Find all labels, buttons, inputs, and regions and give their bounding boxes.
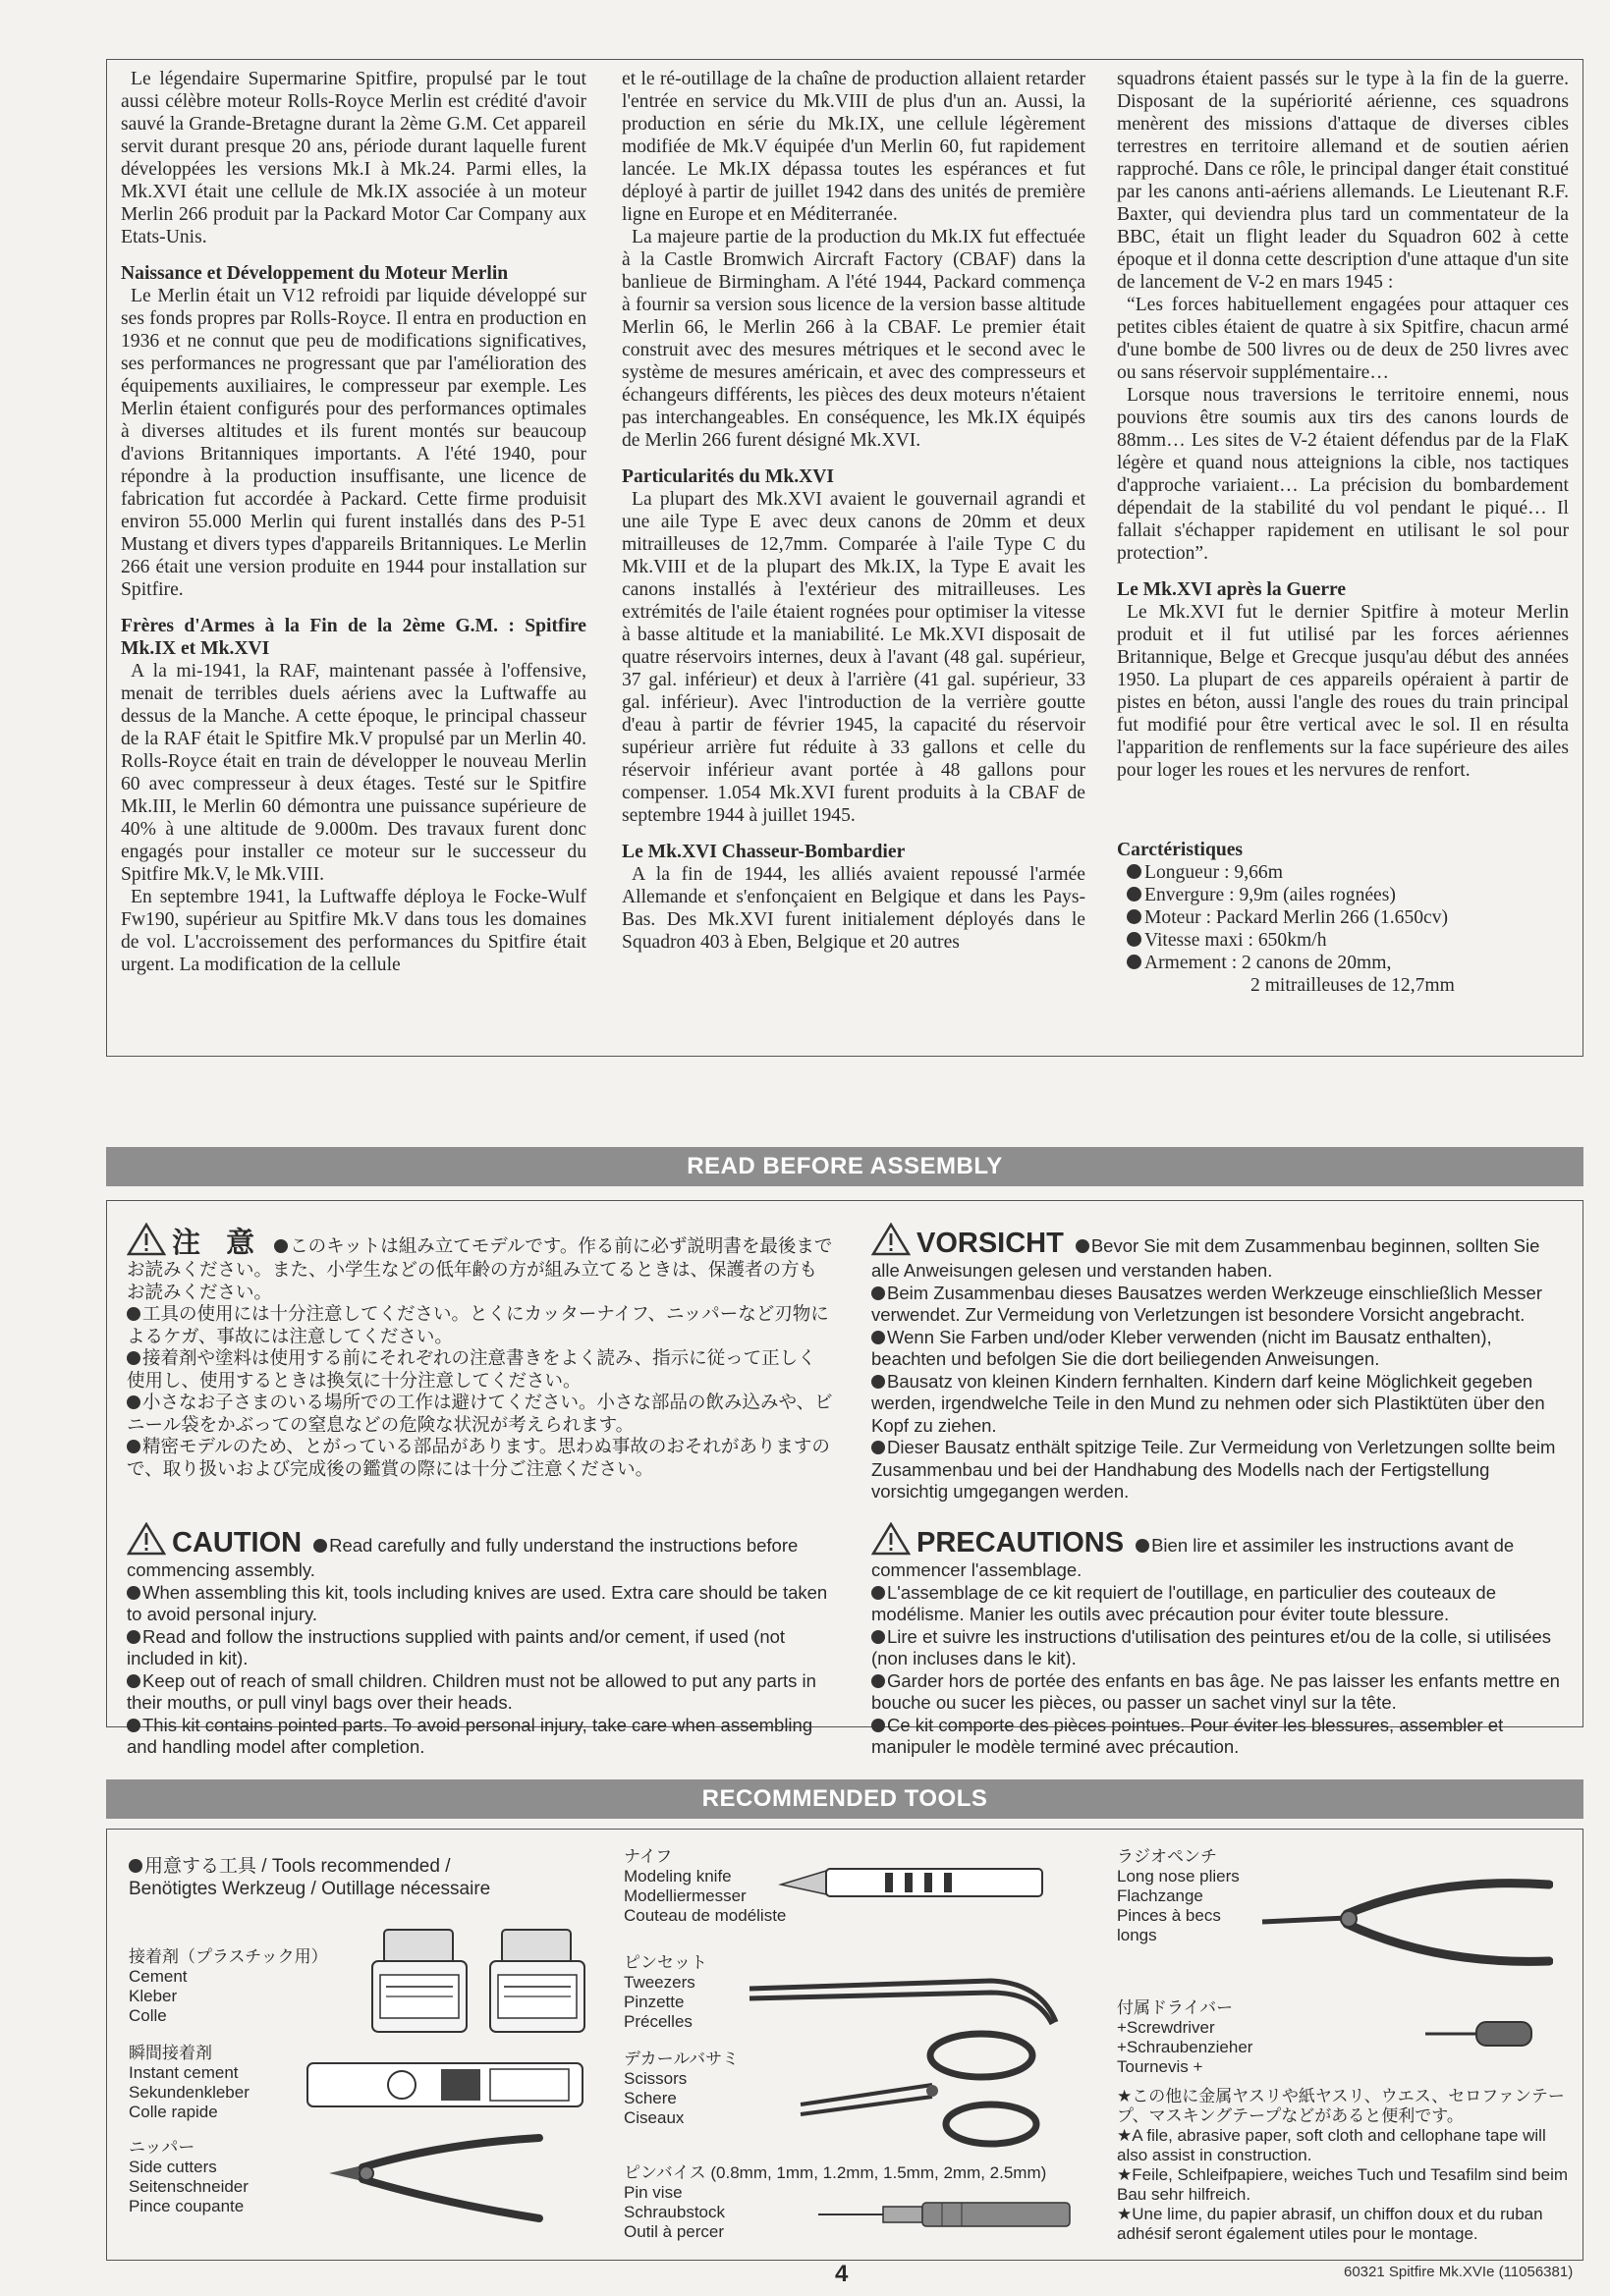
spec-item: Moteur : Packard Merlin 266 (1.650cv) [1117,906,1569,929]
modeling-knife-icon [777,1851,1062,1914]
tool-instant-cement-labels: 瞬間接着剤 Instant cement Sekundenkleber Colle rapide [129,2044,250,2121]
history-intro: Le légendaire Supermarine Spitfire, propulsé par le tout aussi célèbre moteur Rolls-Royce Merlin est crédité d'avoir sauvé la Grande-Bretagne durant la 2ème G.M. Cet appareil servit durant presque 20 ans, période durant laquelle furent développées les versions Mk.I à Mk.24. Parmi elles, la Mk.XVI était une cellule de Mk.IX associée à un moteur Merlin 266 produit par la Packard Motor Car Company aux Etats-Unis. [121,69,586,247]
warning-triangle-icon [127,1223,166,1256]
bullet-icon [1127,955,1141,969]
heading-fighter-bomber: Le Mk.XVI Chasseur-Bombardier [622,842,906,862]
bullet-icon [871,1674,885,1688]
warning-german: VORSICHT Bevor Sie mit dem Zusammenbau beginnen, sollten Sie alle Anweisungen gelesen und verstanden haben. Beim Zusammenbau dieses Bausatzes werden Werkzeuge einschließlich Messer verwendet. Zur Vermeidung von Verletzungen ist besondere Vorsicht angebracht. Wenn Sie Farben und/oder Kleber verwenden (nicht im Bausatz enthalten), beachten und befolgen Sie die dort beiliegenden Anweisungen. Bausatz von kleinen Kindern fernhalten. Kindern darf keine Möglichkeit gegeben werden, irgendwelche Teile in den Mund zu nehmen oder sich Plastiktüten über den Kopf zu ziehen. Dieser Bausatz enthält spitzige Teile. Zur Vermeidung von Verletzungen sollte beim Zusammenbau und bei der Handhabung des Modells nach der Fertigstellung vorsichtig umgegangen werden. [871,1223,1569,1503]
bullet-icon [127,1719,140,1732]
recommended-tools-bar: RECOMMENDED TOOLS [106,1779,1583,1819]
bullet-icon [127,1351,140,1365]
instant-cement-tube-icon [304,2057,588,2112]
bullet-icon [313,1539,327,1553]
warning-title-fr: PRECAUTIONS [916,1527,1125,1558]
bullet-icon [127,1586,140,1600]
history-paragraph: et le ré-outillage de la chaîne de production allaient retarder l'entrée en service du Mk.VIII de plus d'un an. Aussi, la production en série du Mk.IX, une cellule légèrement modifiée de Mk.V équipée d'un Merlin 60, fut rapidement lancée. Le Mk.IX dépassa toutes les espérances et fut déployé à partir de juillet 1942 dans des unités de première ligne en Europe et en Méditerranée. [622,69,1085,225]
bullet-icon [1127,909,1141,924]
product-code: 60321 Spitfire Mk.XVIe (11056381) [1344,2264,1574,2280]
warning-triangle-icon [871,1522,911,1556]
tool-knife-labels: ナイフ Modeling knife Modelliermesser Couteau de modéliste [624,1847,787,1925]
bullet-icon [871,1630,885,1644]
bullet-icon [1127,864,1141,879]
history-column-2 [622,68,1085,954]
warning-french: PRECAUTIONS Bien lire et assimiler les instructions avant de commencer l'assemblage. L'assemblage de ce kit requiert de l'outillage, en particulier des couteaux de modélisme. Manier les outils avec précaution pour éviter toute blessure. Lire et suivre les instructions d'utilisation des peintures et/ou de la colle, si utilisées (non incluses dans le kit). Garder hors de portée des enfants en bas âge. Ne pas laisser les enfants mettre en bouche ou sucer les pièces, ou passer un sachet vinyl sur la tête. Ce kit comporte des pièces pointues. Pour éviter les blessures, assembler et manipuler le modèle terminé avec précaution. [871,1522,1569,1759]
bullet-icon [1136,1539,1149,1553]
history-paragraph: La plupart des Mk.XVI avaient le gouvernail agrandi et une aile Type E avec deux canons de 20mm et deux mitrailleuses de 12,7mm. Comparée à l'aile Type C du Mk.VIII et de la plupart des Mk.IX, la Type E avait les canons installés à l'extérieur des mitrailleuses. Les extrémités de l'aile étaient rognées pour optimiser la vitesse à basse altitude et la maniabilité. Le Mk.XVI disposait de quatre réservoirs internes, deux à l'avant (48 gal. supérieur, 37 gal. inférieur) et deux à l'arrière (41 gal. supérieur, 33 gal. inférieur). Avec l'introduction de la verrière goutte d'eau à partir de février 1945, la capacité du réservoir supérieur arrière fut réduite à 33 gallons et celle du réservoir inférieur avant portée à 48 gallons pour compenser. 1.054 Mk.XVI furent produits à la CBAF de septembre 1944 à juillet 1945. [622,489,1085,826]
spec-item: Envergure : 9,9m (ailes rognées) [1117,884,1569,906]
history-section [106,59,1583,1057]
bullet-icon [871,1331,885,1344]
history-paragraph: squadrons étaient passés sur le type à la fin de la guerre. Disposant de la supériorité aérienne, ces squadrons menèrent des missions d'attaque de diverses cibles terrestres en territoire allemand et de soutien aérien rapproché. Dans ce rôle, le principal danger était constitué par les canons anti-aériens allemands. Le Lieutenant R.F. Baxter, qui deviendra plus tard un commentateur de la BBC, était un flight leader du Squadron 602 à cette époque et il donna cette description d'une attaque d'un site de lancement de V-2 en mars 1945 : [1117,69,1569,293]
tools-heading: 用意する工具 / Tools recommended / Benötigtes Werkzeug / Outillage nécessaire [129,1856,491,1899]
warning-japanese: 注 意 このキットは組み立てモデルです。作る前に必ず説明書を最後までお読みください。また、小学生などの低年齢の方が組み立てるときは、保護者の方もお読みください。 工具の使用には十分注意してください。とくにカッターナイフ、ニッパーなど刃物によるケガ、事故には注意してください。 接着剤や塗料は使用する前にそれぞれの注意書きをよく読み、指示に従って正しく使用し、使用するときは換気に十分注意してください。 小さなお子さまのいる場所での工作は避けてください。小さな部品の飲み込みや、ビニール袋をかぶっての窒息などの危険な状況が考えられます。 精密モデルのため、とがっている部品があります。思わぬ事故のおそれがありますので、取り扱いおよび完成後の鑑賞の際には十分ご注意ください。 [127,1223,834,1480]
spec-item: Armement : 2 canons de 20mm, [1117,952,1569,974]
scissors-icon [795,2026,1060,2154]
warnings-box [106,1200,1583,1757]
bullet-icon [871,1719,885,1732]
tool-pliers-labels: ラジオペンチ Long nose pliers Flachzange Pinces à becs longs [1117,1847,1240,1944]
warning-title-de: VORSICHT [916,1228,1064,1259]
history-paragraph: En septembre 1941, la Luftwaffe déploya le Focke-Wulf Fw190, supérieur au Spitfire Mk.V dans tous les domaines de vol. L'accroissement des performances du Spitfire était urgent. La modification de la cellule [121,887,586,975]
quote-paragraph: Lorsque nous traversions le territoire ennemi, nous pouvions être soumis aux tirs des canons lourds de 88mm… Les sites de V-2 étaient défendus par de la FlaK légère et quand nous atteignions la cible, nos tactiques d'approche variaient… La précision du bombardement dépendait de la stabilité du vol pendant le piqué… Il fallait s'échapper rapidement en utilisant le sol pour protection”. [1117,385,1569,564]
bullet-icon [127,1440,140,1453]
spec-item: Longueur : 9,66m [1117,861,1569,884]
tool-scissors-labels: デカールバサミ Scissors Schere Ciseaux [624,2050,740,2127]
heading-after-war: Le Mk.XVI après la Guerre [1117,579,1347,600]
tool-notes: ★この他に金属ヤスリや紙ヤスリ、ウエス、セロファンテープ、マスキングテープなどがあると便利です。 ★A file, abrasive paper, soft cloth and cellophane tape will also assist in construction. ★Feile, Schleifpapiere, weiches Tuch und Tesafilm sind beim Bau sehr hilfreich. ★Une lime, du papier abrasif, un chiffon doux et du ruban adhésif seront également utiles pour le montage. [1117,2087,1569,2243]
tool-cement-labels: 接着剤（プラスチック用） Cement Kleber Colle [129,1947,328,2025]
bullet-icon [274,1239,288,1253]
quote-paragraph: “Les forces habituellement engagées pour attaquer ces petites cibles étaient de quatre à six Spitfire, chacun armé d'une bombe de 500 livres ou de deux de 250 livres avec ou sans réservoir supplémentaire… [1117,295,1569,383]
history-paragraph: La majeure partie de la production du Mk.IX fut effectuée à la Castle Bromwich Aircraft Factory (CBAF) dans la banlieue de Birmingham. A l'été 1944, Packard commença à fournir sa version sous licence de la version basse altitude Merlin 66, le Merlin 266 à la CBAF. Le premier était construit avec des mesures métriques et le second avec le système de mesures américain, et avec des compresseurs et échangeurs différents, les pièces des deux moteurs n'étaient pas interchangeables. En conséquence, les Mk.IX équipés de Merlin 266 furent désigné Mk.XVI. [622,227,1085,451]
spec-item-continued: 2 mitrailleuses de 12,7mm [1250,975,1455,996]
warning-triangle-icon [871,1223,911,1256]
heading-mk16-features: Particularités du Mk.XVI [622,466,835,487]
read-before-assembly-bar: READ BEFORE ASSEMBLY [106,1147,1583,1186]
bullet-icon [1127,887,1141,902]
warning-title-en: CAUTION [172,1527,303,1558]
spec-title: Carctéristiques [1117,840,1244,860]
screwdriver-icon [1419,1995,1537,2069]
page-number: 4 [835,2261,849,2287]
pin-vise-icon [814,2195,1089,2234]
history-paragraph: Le Merlin était un V12 refroidi par liquide développé sur ses fonds propres par Rolls-Royce. Il entra en production en 1936 et ne connut que peu de modifications significatives, ses performances ne progressant que par l'amélioration des équipements auxiliaires, le compresseur par exemple. Les Merlin étaient configurés pour des performances optimales à diverses altitudes et ils furent montés sur beaucoup d'avions Britanniques importants. A l'été 1940, pour répondre à la production insuffisante, une licence de fabrication fut accordée à Packard. Cette firme produisit environ 55.000 Merlin qui furent installés dans des P-51 Mustang et divers types d'appareils Britanniques. Le Merlin 266 était une version produite en 1944 pour installation sur Spitfire. [121,286,586,600]
tool-tweezers-labels: ピンセット Tweezers Pinzette Précelles [624,1953,707,2031]
spec-list [1117,861,1569,997]
bullet-icon [871,1375,885,1389]
bullet-icon [871,1286,885,1300]
history-paragraph: Le Mk.XVI fut le dernier Spitfire à moteur Merlin produit et il fut utilisé par les forces aériennes Britannique, Belge et Grecque jusqu'au début des années 1950. La plupart de ces appareils opéraient à partir de pistes en béton, aussi l'angle des roues du train principal fut modifié pour être vertical avec le sol. Il en résulta l'apparition de renflements sur la face supérieure des ailes pour loger les roues et les nervures de renfort. [1117,602,1569,781]
history-paragraph: A la mi-1941, la RAF, maintenant passée à l'offensive, menait de terribles duels aériens avec la Luftwaffe au dessus de la Manche. A cette époque, le principal chasseur de la RAF était le Spitfire Mk.V propulsé par un Merlin 40. Rolls-Royce était en train de développer le nouveau Merlin 60 avec compresseur à deux étages. Testé sur le Spitfire Mk.III, le Merlin 60 démontra une puissance supérieure de 40% à une altitude de 9.000m. Des travaux furent donc engagés pour installer ce moteur sur le successeur du Spitfire Mk.V, le Mk.VIII. [121,661,586,885]
bullet-icon [1127,932,1141,947]
warning-english: CAUTION Read carefully and fully understand the instructions before commencing assembly. When assembling this kit, tools including knives are used. Extra care should be taken to avoid personal injury. Read and follow the instructions supplied with paints and/or cement, if used (not included in kit). Keep out of reach of small children. Children must not be allowed to put any parts in their mouths, or pull vinyl bags over their heads. This kit contains pointed parts. To avoid personal injury, take care when assembling and handling model after completion. [127,1522,834,1759]
bullet-icon [871,1586,885,1600]
tweezers-icon [746,1963,1060,2026]
warning-title-jp: 注 意 [172,1226,263,1259]
history-paragraph: A la fin de 1944, les alliés avaient repoussé l'armée Allemande et s'enfonçaient en Belgique et dans les Pays-Bas. Des Mk.XVI furent initialement déployés dans le Squadron 403 à Eben, Belgique et 20 autres [622,864,1085,953]
side-cutters-icon [323,2124,549,2232]
tool-pin-vise-labels: ピンバイス (0.8mm, 1mm, 1.2mm, 1.5mm, 2mm, 2.5mm) Pin vise Schraubstock Outil à percer [624,2163,1047,2241]
tool-side-cutters-labels: ニッパー Side cutters Seitenschneider Pince coupante [129,2138,249,2215]
spec-item: Vitesse maxi : 650km/h [1117,929,1569,952]
tools-box [106,1829,1583,2261]
bullet-icon [1076,1239,1089,1253]
history-column-1 [121,68,586,976]
bullet-icon [127,1307,140,1321]
warning-triangle-icon [127,1522,166,1556]
long-nose-pliers-icon [1258,1867,1553,1975]
history-column-3 [1117,68,1569,997]
tool-screwdriver-labels: 付属ドライバー +Screwdriver +Schraubenzieher Tournevis + [1117,1998,1253,2076]
heading-merlin-development: Naissance et Développement du Moteur Merlin [121,263,509,284]
bullet-icon [129,1859,142,1873]
bullet-icon [127,1630,140,1644]
heading-brothers-in-arms: Frères d'Armes à la Fin de la 2ème G.M. : Spitfire Mk.IX et Mk.XVI [121,616,586,659]
bullet-icon [127,1395,140,1409]
bullet-icon [871,1441,885,1454]
cement-bottles-icon [364,1928,600,2036]
bullet-icon [127,1674,140,1688]
